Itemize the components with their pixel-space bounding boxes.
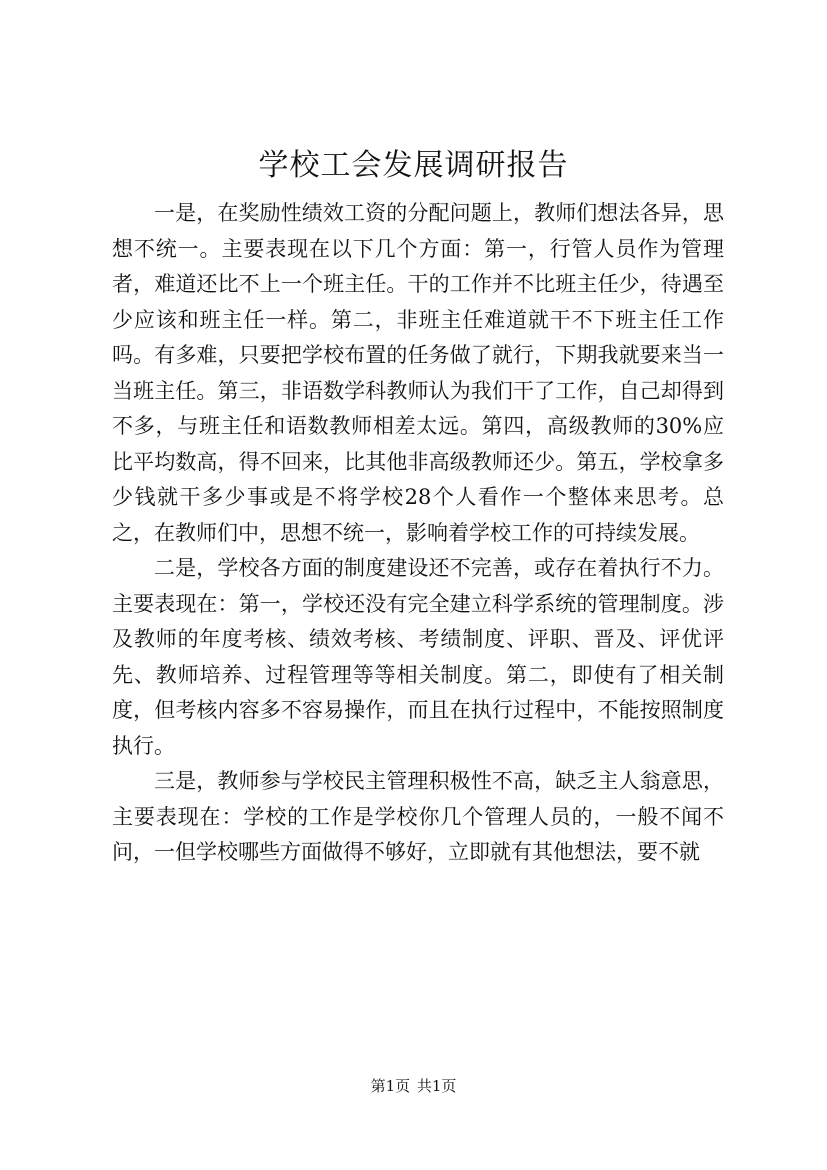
paragraph-2: 二是，学校各方面的制度建设还不完善，或存在着执行不力。主要表现在：第一，学校还没有完全建立科学系统的管理制度。涉及教师的年度考核、绩效考核、考绩制度、评职、晋及、评优评先、教师培养、过程管理等等相关制度。第二，即使有了相关制度，但考核内容多不容易操作，而且在执行过程中，不能按照制度执行。 (112, 556, 724, 758)
page-footer: 第1页 共1页 (370, 1077, 457, 1095)
document-body (112, 196, 724, 871)
paragraph-3: 三是，教师参与学校民主管理积极性不高，缺乏主人翁意思，主要表现在：学校的工作是学校你几个管理人员的，一般不闻不问，一但学校哪些方面做得不够好，立即就有其他想法，要不就 (112, 769, 724, 864)
document-title: 学校工会发展调研报告 (258, 148, 569, 183)
paragraph-1: 一是，在奖励性绩效工资的分配问题上，教师们想法各异，思想不统一。主要表现在以下几个方面：第一，行管人员作为管理者，难道还比不上一个班主任。干的工作并不比班主任少，待遇至少应该和班主任一样。第二，非班主任难道就干不下班主任工作吗。有多难，只要把学校布置的任务做了就行，下期我就要来当一当班主任。第三，非语数学科教师认为我们干了工作，自己却得到不多，与班主任和语数教师相差太远。第四，高级教师的30%应比平均数高，得不回来，比其他非高级教师还少。第五，学校拿多少钱就干多少事或是不将学校28个人看作一个整体来思考。总之，在教师们中，思想不统一，影响着学校工作的可持续发展。 (112, 201, 724, 545)
